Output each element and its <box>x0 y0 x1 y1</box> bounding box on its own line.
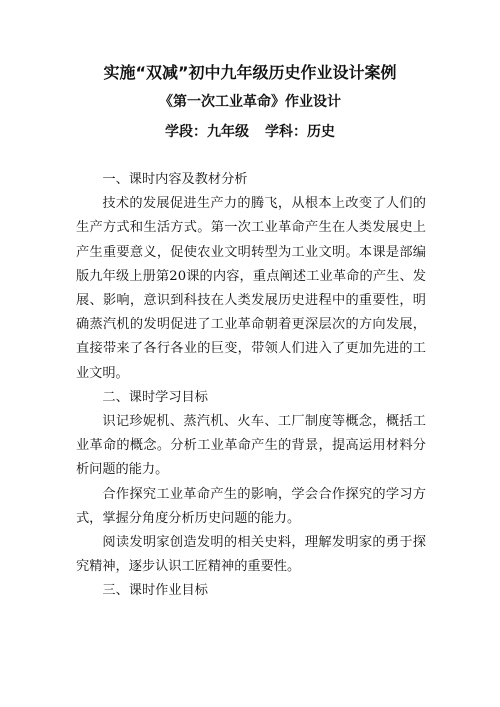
subject-label: 学科：历史 <box>265 124 335 140</box>
paragraph-learning-goal-2: 合作探究工业革命产生的影响，学会合作探究的学习方式，掌握分角度分析历史问题的能力。 <box>76 486 426 526</box>
paragraph-learning-goal-1: 识记珍妮机、蒸汽机、火车、工厂制度等概念，概括工业革命的概念。分析工业革命产生的背景，提高运用材料分析问题的能力。 <box>76 414 426 478</box>
document-subtitle: 《第一次工业革命》作业设计 <box>159 94 341 110</box>
section-heading-content-analysis: 一、课时内容及教材分析 <box>102 172 248 187</box>
section-heading-learning-goals: 二、课时学习目标 <box>102 389 208 405</box>
document-meta <box>0 122 500 142</box>
section-heading-homework-goals: 三、课时作业目标 <box>102 583 208 599</box>
document-title: 实施“双减”初中九年级历史作业设计案例 <box>103 63 397 82</box>
document-body <box>76 168 426 604</box>
paragraph-learning-goal-3: 阅读发明家创造发明的相关史料，理解发明家的勇于探究精神，逐步认识工匠精神的重要性。 <box>76 535 426 575</box>
stage-label: 学段：九年级 <box>165 124 249 140</box>
paragraph-content-analysis: 技术的发展促进生产力的腾飞，从根本上改变了人们的生产方式和生活方式。第一次工业革命产生在人类发展史上产生重要意义，促使农业文明转型为工业文明。本课是部编版九年级上册第20课的内容，重点阐述工业革命的产生、发展、影响，意识到科技在人类发展历史进程中的重要性，明确蒸汽机的发明促进了工业革命朝着更深层次的方向发展，直接带来了各行各业的巨变，带领人们进入了更加先进的工业文明。 <box>76 196 426 381</box>
